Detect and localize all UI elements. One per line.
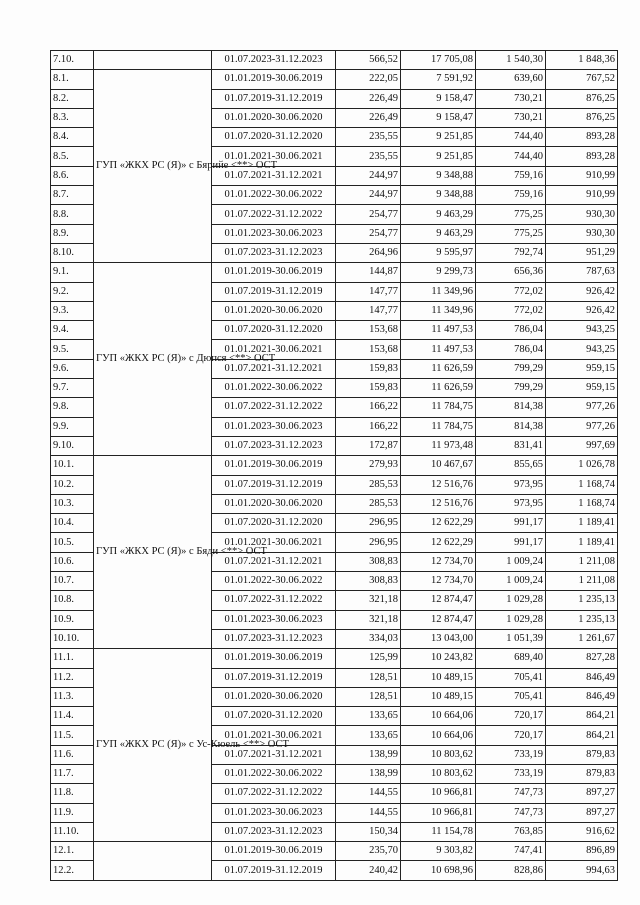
period-cell: 01.07.2020-31.12.2020 <box>212 707 336 726</box>
value-cell-3: 792,74 <box>476 243 546 262</box>
table-row <box>51 842 618 861</box>
value-cell-2: 12 622,29 <box>401 533 476 552</box>
value-cell-4: 959,15 <box>546 379 618 398</box>
value-cell-2: 9 158,47 <box>401 108 476 127</box>
period-cell: 01.01.2022-30.06.2022 <box>212 764 336 783</box>
value-cell-4: 1 848,36 <box>546 51 618 70</box>
period-cell: 01.01.2021-30.06.2021 <box>212 533 336 552</box>
value-cell-1: 133,65 <box>336 726 401 745</box>
value-cell-4: 959,15 <box>546 359 618 378</box>
value-cell-1: 285,53 <box>336 475 401 494</box>
value-cell-4: 1 168,74 <box>546 475 618 494</box>
value-cell-1: 166,22 <box>336 417 401 436</box>
value-cell-4: 827,28 <box>546 649 618 668</box>
value-cell-4: 994,63 <box>546 861 618 880</box>
value-cell-4: 876,25 <box>546 108 618 127</box>
row-number: 9.4. <box>51 321 94 340</box>
value-cell-1: 166,22 <box>336 398 401 417</box>
value-cell-2: 12 516,76 <box>401 475 476 494</box>
row-number: 10.5. <box>51 533 94 552</box>
period-cell: 01.07.2019-31.12.2019 <box>212 861 336 880</box>
value-cell-2: 7 591,92 <box>401 70 476 89</box>
value-cell-1: 125,99 <box>336 649 401 668</box>
value-cell-3: 747,73 <box>476 803 546 822</box>
row-number: 8.1. <box>51 70 94 89</box>
period-cell: 01.01.2020-30.06.2020 <box>212 108 336 127</box>
value-cell-4: 846,49 <box>546 668 618 687</box>
period-cell: 01.07.2020-31.12.2020 <box>212 514 336 533</box>
organization-cell <box>94 51 212 70</box>
row-number: 10.4. <box>51 514 94 533</box>
period-cell: 01.01.2020-30.06.2020 <box>212 301 336 320</box>
value-cell-2: 10 489,15 <box>401 687 476 706</box>
row-number: 10.3. <box>51 494 94 513</box>
value-cell-1: 321,18 <box>336 610 401 629</box>
value-cell-2: 10 664,06 <box>401 726 476 745</box>
row-number: 11.1. <box>51 649 94 668</box>
value-cell-4: 876,25 <box>546 89 618 108</box>
value-cell-2: 9 251,85 <box>401 128 476 147</box>
value-cell-3: 759,16 <box>476 186 546 205</box>
period-cell: 01.07.2022-31.12.2022 <box>212 205 336 224</box>
value-cell-4: 930,30 <box>546 205 618 224</box>
value-cell-4: 1 189,41 <box>546 514 618 533</box>
period-cell: 01.01.2022-30.06.2022 <box>212 186 336 205</box>
value-cell-2: 12 734,70 <box>401 552 476 571</box>
period-cell: 01.01.2022-30.06.2022 <box>212 572 336 591</box>
value-cell-2: 10 489,15 <box>401 668 476 687</box>
value-cell-3: 720,17 <box>476 726 546 745</box>
value-cell-1: 240,42 <box>336 861 401 880</box>
value-cell-2: 10 664,06 <box>401 707 476 726</box>
period-cell: 01.07.2021-31.12.2021 <box>212 552 336 571</box>
value-cell-2: 11 784,75 <box>401 398 476 417</box>
value-cell-3: 775,25 <box>476 205 546 224</box>
value-cell-1: 144,55 <box>336 803 401 822</box>
value-cell-1: 226,49 <box>336 89 401 108</box>
value-cell-1: 226,49 <box>336 108 401 127</box>
value-cell-4: 977,26 <box>546 398 618 417</box>
value-cell-2: 12 734,70 <box>401 572 476 591</box>
row-number: 9.3. <box>51 301 94 320</box>
value-cell-3: 1 029,28 <box>476 610 546 629</box>
value-cell-1: 308,83 <box>336 552 401 571</box>
period-cell: 01.01.2019-30.06.2019 <box>212 70 336 89</box>
period-cell: 01.07.2021-31.12.2021 <box>212 359 336 378</box>
value-cell-3: 705,41 <box>476 668 546 687</box>
value-cell-3: 814,38 <box>476 417 546 436</box>
row-number: 9.8. <box>51 398 94 417</box>
value-cell-1: 159,83 <box>336 379 401 398</box>
row-number: 10.7. <box>51 572 94 591</box>
value-cell-2: 11 349,96 <box>401 282 476 301</box>
row-number: 10.10. <box>51 629 94 648</box>
value-cell-3: 1 540,30 <box>476 51 546 70</box>
value-cell-4: 1 026,78 <box>546 456 618 475</box>
value-cell-2: 9 595,97 <box>401 243 476 262</box>
row-number: 11.2. <box>51 668 94 687</box>
period-cell: 01.01.2021-30.06.2021 <box>212 726 336 745</box>
value-cell-2: 11 626,59 <box>401 379 476 398</box>
value-cell-3: 1 009,24 <box>476 552 546 571</box>
value-cell-4: 916,62 <box>546 822 618 841</box>
value-cell-4: 910,99 <box>546 166 618 185</box>
row-number: 7.10. <box>51 51 94 70</box>
value-cell-4: 926,42 <box>546 282 618 301</box>
value-cell-4: 767,52 <box>546 70 618 89</box>
value-cell-1: 144,87 <box>336 263 401 282</box>
organization-cell: ГУП «ЖКХ РС (Я)» с Бярийе <**> ОСТ <box>94 70 212 263</box>
value-cell-2: 11 626,59 <box>401 359 476 378</box>
value-cell-3: 831,41 <box>476 436 546 455</box>
row-number: 8.3. <box>51 108 94 127</box>
value-cell-1: 138,99 <box>336 745 401 764</box>
period-cell: 01.07.2023-31.12.2023 <box>212 629 336 648</box>
value-cell-3: 730,21 <box>476 89 546 108</box>
value-cell-1: 279,93 <box>336 456 401 475</box>
row-number: 8.7. <box>51 186 94 205</box>
tariff-table <box>50 50 618 881</box>
period-cell: 01.01.2019-30.06.2019 <box>212 456 336 475</box>
organization-cell: ГУП «ЖКХ РС (Я)» с Ус-Кюель <**> ОСТ <box>94 649 212 842</box>
value-cell-3: 763,85 <box>476 822 546 841</box>
row-number: 10.2. <box>51 475 94 494</box>
row-number: 9.1. <box>51 263 94 282</box>
row-number: 9.7. <box>51 379 94 398</box>
table-row <box>51 70 618 89</box>
value-cell-1: 334,03 <box>336 629 401 648</box>
value-cell-3: 828,86 <box>476 861 546 880</box>
period-cell: 01.01.2023-30.06.2023 <box>212 417 336 436</box>
value-cell-2: 11 349,96 <box>401 301 476 320</box>
value-cell-4: 1 211,08 <box>546 572 618 591</box>
value-cell-3: 991,17 <box>476 533 546 552</box>
row-number: 8.8. <box>51 205 94 224</box>
value-cell-4: 879,83 <box>546 745 618 764</box>
value-cell-1: 254,77 <box>336 205 401 224</box>
period-cell: 01.07.2023-31.12.2023 <box>212 51 336 70</box>
value-cell-4: 926,42 <box>546 301 618 320</box>
value-cell-1: 153,68 <box>336 321 401 340</box>
row-number: 8.5. <box>51 147 94 166</box>
value-cell-1: 235,55 <box>336 128 401 147</box>
value-cell-3: 855,65 <box>476 456 546 475</box>
value-cell-3: 973,95 <box>476 494 546 513</box>
value-cell-4: 951,29 <box>546 243 618 262</box>
value-cell-2: 11 497,53 <box>401 340 476 359</box>
row-number: 9.6. <box>51 359 94 378</box>
value-cell-4: 1 261,67 <box>546 629 618 648</box>
value-cell-4: 1 211,08 <box>546 552 618 571</box>
value-cell-2: 10 966,81 <box>401 803 476 822</box>
value-cell-4: 930,30 <box>546 224 618 243</box>
period-cell: 01.07.2022-31.12.2022 <box>212 784 336 803</box>
value-cell-2: 17 705,08 <box>401 51 476 70</box>
period-cell: 01.07.2019-31.12.2019 <box>212 668 336 687</box>
row-number: 11.7. <box>51 764 94 783</box>
value-cell-2: 12 516,76 <box>401 494 476 513</box>
value-cell-1: 159,83 <box>336 359 401 378</box>
value-cell-3: 747,41 <box>476 842 546 861</box>
period-cell: 01.07.2019-31.12.2019 <box>212 282 336 301</box>
value-cell-4: 910,99 <box>546 186 618 205</box>
period-cell: 01.01.2019-30.06.2019 <box>212 263 336 282</box>
row-number: 10.6. <box>51 552 94 571</box>
period-cell: 01.01.2022-30.06.2022 <box>212 379 336 398</box>
value-cell-4: 897,27 <box>546 803 618 822</box>
value-cell-2: 11 973,48 <box>401 436 476 455</box>
period-cell: 01.07.2023-31.12.2023 <box>212 436 336 455</box>
row-number: 11.4. <box>51 707 94 726</box>
value-cell-3: 1 009,24 <box>476 572 546 591</box>
value-cell-2: 10 966,81 <box>401 784 476 803</box>
value-cell-4: 879,83 <box>546 764 618 783</box>
value-cell-2: 9 348,88 <box>401 166 476 185</box>
value-cell-3: 733,19 <box>476 764 546 783</box>
row-number: 8.10. <box>51 243 94 262</box>
row-number: 11.8. <box>51 784 94 803</box>
organization-cell <box>94 842 212 881</box>
value-cell-3: 733,19 <box>476 745 546 764</box>
value-cell-3: 730,21 <box>476 108 546 127</box>
period-cell: 01.01.2020-30.06.2020 <box>212 687 336 706</box>
value-cell-1: 222,05 <box>336 70 401 89</box>
period-cell: 01.07.2019-31.12.2019 <box>212 475 336 494</box>
value-cell-3: 991,17 <box>476 514 546 533</box>
value-cell-4: 893,28 <box>546 128 618 147</box>
value-cell-1: 138,99 <box>336 764 401 783</box>
row-number: 8.2. <box>51 89 94 108</box>
row-number: 10.9. <box>51 610 94 629</box>
value-cell-1: 566,52 <box>336 51 401 70</box>
value-cell-2: 12 622,29 <box>401 514 476 533</box>
value-cell-2: 9 299,73 <box>401 263 476 282</box>
value-cell-4: 997,69 <box>546 436 618 455</box>
row-number: 8.9. <box>51 224 94 243</box>
value-cell-4: 943,25 <box>546 340 618 359</box>
value-cell-2: 10 698,96 <box>401 861 476 880</box>
value-cell-3: 720,17 <box>476 707 546 726</box>
table-row <box>51 649 618 668</box>
value-cell-2: 10 243,82 <box>401 649 476 668</box>
period-cell: 01.07.2023-31.12.2023 <box>212 243 336 262</box>
period-cell: 01.07.2021-31.12.2021 <box>212 745 336 764</box>
value-cell-1: 244,97 <box>336 186 401 205</box>
value-cell-2: 9 158,47 <box>401 89 476 108</box>
value-cell-4: 896,89 <box>546 842 618 861</box>
row-number: 12.1. <box>51 842 94 861</box>
period-cell: 01.07.2022-31.12.2022 <box>212 398 336 417</box>
value-cell-1: 254,77 <box>336 224 401 243</box>
value-cell-2: 12 874,47 <box>401 610 476 629</box>
row-number: 9.10. <box>51 436 94 455</box>
period-cell: 01.01.2019-30.06.2019 <box>212 649 336 668</box>
value-cell-3: 775,25 <box>476 224 546 243</box>
value-cell-3: 786,04 <box>476 340 546 359</box>
value-cell-3: 705,41 <box>476 687 546 706</box>
value-cell-1: 128,51 <box>336 668 401 687</box>
value-cell-3: 772,02 <box>476 282 546 301</box>
table-row <box>51 51 618 70</box>
value-cell-1: 235,55 <box>336 147 401 166</box>
value-cell-2: 10 803,62 <box>401 764 476 783</box>
value-cell-2: 9 463,29 <box>401 205 476 224</box>
value-cell-2: 10 467,67 <box>401 456 476 475</box>
value-cell-2: 11 497,53 <box>401 321 476 340</box>
value-cell-3: 656,36 <box>476 263 546 282</box>
period-cell: 01.01.2021-30.06.2021 <box>212 147 336 166</box>
value-cell-4: 864,21 <box>546 726 618 745</box>
value-cell-1: 150,34 <box>336 822 401 841</box>
value-cell-1: 144,55 <box>336 784 401 803</box>
value-cell-3: 744,40 <box>476 128 546 147</box>
value-cell-3: 639,60 <box>476 70 546 89</box>
value-cell-1: 296,95 <box>336 533 401 552</box>
value-cell-2: 11 154,78 <box>401 822 476 841</box>
period-cell: 01.07.2020-31.12.2020 <box>212 128 336 147</box>
period-cell: 01.07.2023-31.12.2023 <box>212 822 336 841</box>
value-cell-1: 133,65 <box>336 707 401 726</box>
value-cell-1: 244,97 <box>336 166 401 185</box>
row-number: 11.9. <box>51 803 94 822</box>
value-cell-1: 128,51 <box>336 687 401 706</box>
period-cell: 01.07.2020-31.12.2020 <box>212 321 336 340</box>
tariff-table-body <box>51 51 618 881</box>
period-cell: 01.01.2021-30.06.2021 <box>212 340 336 359</box>
row-number: 12.2. <box>51 861 94 880</box>
value-cell-2: 9 303,82 <box>401 842 476 861</box>
period-cell: 01.01.2020-30.06.2020 <box>212 494 336 513</box>
value-cell-1: 147,77 <box>336 301 401 320</box>
value-cell-4: 977,26 <box>546 417 618 436</box>
value-cell-3: 689,40 <box>476 649 546 668</box>
value-cell-3: 799,29 <box>476 359 546 378</box>
value-cell-1: 172,87 <box>336 436 401 455</box>
value-cell-1: 153,68 <box>336 340 401 359</box>
row-number: 11.3. <box>51 687 94 706</box>
value-cell-3: 1 051,39 <box>476 629 546 648</box>
value-cell-4: 846,49 <box>546 687 618 706</box>
value-cell-4: 1 235,13 <box>546 591 618 610</box>
table-row <box>51 263 618 282</box>
row-number: 8.4. <box>51 128 94 147</box>
value-cell-4: 897,27 <box>546 784 618 803</box>
value-cell-3: 786,04 <box>476 321 546 340</box>
value-cell-2: 9 251,85 <box>401 147 476 166</box>
period-cell: 01.01.2023-30.06.2023 <box>212 803 336 822</box>
row-number: 10.1. <box>51 456 94 475</box>
value-cell-1: 235,70 <box>336 842 401 861</box>
value-cell-3: 799,29 <box>476 379 546 398</box>
value-cell-1: 296,95 <box>336 514 401 533</box>
organization-cell: ГУП «ЖКХ РС (Я)» с Дюпся <**> ОСТ <box>94 263 212 456</box>
value-cell-4: 943,25 <box>546 321 618 340</box>
value-cell-1: 321,18 <box>336 591 401 610</box>
value-cell-2: 12 874,47 <box>401 591 476 610</box>
value-cell-3: 772,02 <box>476 301 546 320</box>
value-cell-3: 744,40 <box>476 147 546 166</box>
value-cell-4: 893,28 <box>546 147 618 166</box>
value-cell-4: 1 189,41 <box>546 533 618 552</box>
period-cell: 01.07.2019-31.12.2019 <box>212 89 336 108</box>
row-number: 9.5. <box>51 340 94 359</box>
period-cell: 01.01.2023-30.06.2023 <box>212 224 336 243</box>
value-cell-2: 11 784,75 <box>401 417 476 436</box>
period-cell: 01.01.2023-30.06.2023 <box>212 610 336 629</box>
value-cell-1: 308,83 <box>336 572 401 591</box>
value-cell-3: 759,16 <box>476 166 546 185</box>
row-number: 9.9. <box>51 417 94 436</box>
value-cell-2: 13 043,00 <box>401 629 476 648</box>
value-cell-4: 864,21 <box>546 707 618 726</box>
table-row <box>51 456 618 475</box>
row-number: 11.5. <box>51 726 94 745</box>
value-cell-1: 147,77 <box>336 282 401 301</box>
value-cell-4: 1 168,74 <box>546 494 618 513</box>
period-cell: 01.01.2019-30.06.2019 <box>212 842 336 861</box>
value-cell-3: 973,95 <box>476 475 546 494</box>
value-cell-3: 1 029,28 <box>476 591 546 610</box>
value-cell-1: 285,53 <box>336 494 401 513</box>
row-number: 8.6. <box>51 166 94 185</box>
period-cell: 01.07.2022-31.12.2022 <box>212 591 336 610</box>
value-cell-2: 9 463,29 <box>401 224 476 243</box>
row-number: 9.2. <box>51 282 94 301</box>
value-cell-3: 747,73 <box>476 784 546 803</box>
value-cell-1: 264,96 <box>336 243 401 262</box>
organization-cell: ГУП «ЖКХ РС (Я)» с Бяди <**> ОСТ <box>94 456 212 649</box>
value-cell-2: 10 803,62 <box>401 745 476 764</box>
period-cell: 01.07.2021-31.12.2021 <box>212 166 336 185</box>
value-cell-4: 1 235,13 <box>546 610 618 629</box>
value-cell-2: 9 348,88 <box>401 186 476 205</box>
row-number: 11.10. <box>51 822 94 841</box>
row-number: 10.8. <box>51 591 94 610</box>
value-cell-4: 787,63 <box>546 263 618 282</box>
value-cell-3: 814,38 <box>476 398 546 417</box>
row-number: 11.6. <box>51 745 94 764</box>
